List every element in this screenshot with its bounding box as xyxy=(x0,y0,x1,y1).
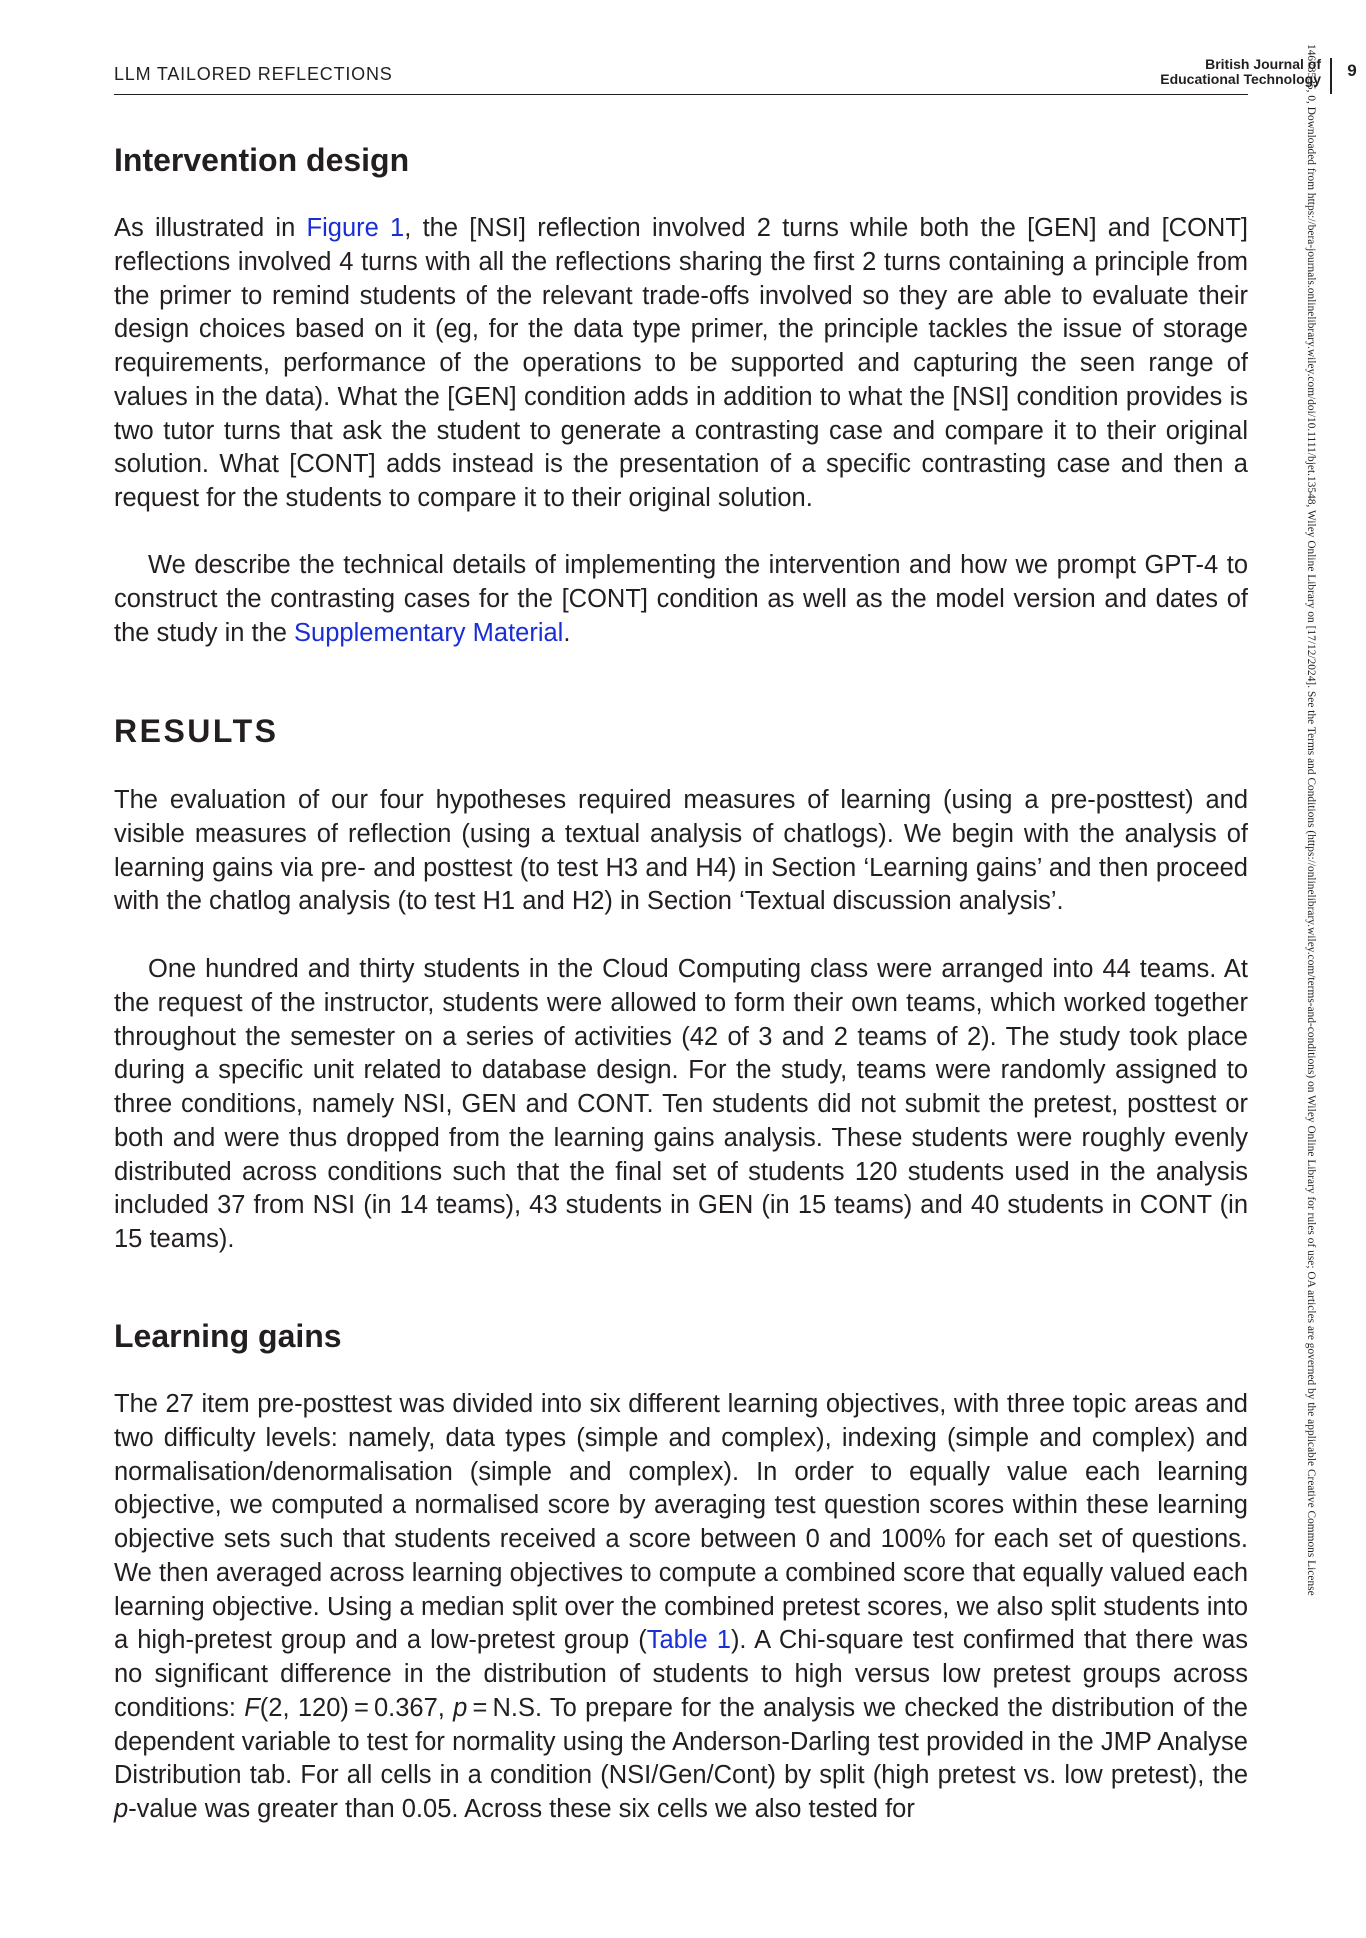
section-heading-learning-gains: Learning gains xyxy=(114,1318,342,1354)
text-run: (2, 120) = 0.367, xyxy=(259,1693,454,1722)
text-run: = N.S. To prepare for the analysis we checked the distribution of the dependent variable to test for normality using the Anderson-Darling test provided in the JMP Analyse Distribution tab. For all cells in a condition (NSI/Gen/Cont) by split (high pretest vs. low pretest), the xyxy=(114,1693,1248,1790)
paragraph-learning-gains-1 xyxy=(114,1388,1248,1827)
text-run: ). A Chi-square test confirmed that there was no significant difference in the distribution of students to high versus low pretest groups across conditions: xyxy=(114,1626,1248,1722)
stat-symbol-f: F xyxy=(244,1693,260,1722)
section-heading-intervention-design: Intervention design xyxy=(114,142,410,178)
paragraph-intervention-2 xyxy=(114,549,1248,650)
paragraph-results-2: One hundred and thirty students in the Cloud Computing class were arranged into 44 teams. At the request of the instructor, students were allowed to form their own teams, which worked together throughout the semester on a series of activities (42 of 3 and 2 teams of 2). The study took place during a specific unit related to database design. For the study, teams were randomly assigned to three conditions, namely NSI, GEN and CONT. Ten students did not submit the pretest, posttest or both and were thus dropped from the learning gains analysis. These students were roughly evenly distributed across conditions such that the final set of students 120 students used in the analysis included 37 from NSI (in 14 teams), 43 students in GEN (in 15 teams) and 40 students in CONT (in 15 teams). xyxy=(114,955,1248,1253)
figure-1-link[interactable]: Figure 1 xyxy=(306,214,405,242)
journal-name-line1: British Journal of xyxy=(1205,56,1321,72)
side-note-text: 14678535, 0, Downloaded from https://bera-journals.onlinelibrary.wiley.com/doi/10.1111/bjet.13548, Wiley Online Library on [17/12/2024]. See the Terms and Conditions (https://onlinelibrary.wiley.com/terms-and-conditions) on Wiley Online Library for rules of use; OA articles are governed by the applicable Creative Commons License xyxy=(1305,44,1317,1596)
text-run: The 27 item pre-posttest was divided into six different learning objectives, with three topic areas and two difficulty levels: namely, data types (simple and complex), indexing (simple and complex) and normalisation/denormalisation (simple and complex). In order to equally value each learning objective, we computed a normalised score by averaging test question scores within these learning objective sets such that students received a score between 0 and 100% for each set of questions. We then averaged across learning objectives to compute a combined score that equally valued each learning objective. Using a median split over the combined pretest scores, we also split students into a high-pretest group and a low-pretest group ( xyxy=(114,1390,1248,1655)
download-side-note xyxy=(1297,44,1337,1914)
stat-symbol-p: p xyxy=(114,1795,129,1823)
section-heading-results: RESULTS xyxy=(114,713,279,749)
journal-name xyxy=(971,57,1321,87)
paragraph-intervention-1 xyxy=(114,212,1248,516)
stat-symbol-p: p xyxy=(453,1693,468,1722)
supplementary-material-link[interactable]: Supplementary Material xyxy=(294,618,564,647)
page-header xyxy=(114,52,1357,95)
table-1-link[interactable]: Table 1 xyxy=(646,1626,731,1655)
text-run: -value was greater than 0.05. Across these six cells we also tested for xyxy=(128,1795,915,1823)
text-run: . xyxy=(563,618,571,647)
page-number: 9 xyxy=(1347,61,1357,80)
text-run: As illustrated in xyxy=(114,214,307,242)
text-run: We describe the technical details of implementing the intervention and how we prompt GPT-4 to construct the contrasting cases for the [CONT] condition as well as the model version and dates of the study in the xyxy=(114,551,1248,647)
paragraph-results-1: The evaluation of our four hypotheses required measures of learning (using a pre-posttest) and visible measures of reflection (using a textual analysis of chatlogs). We begin with the analysis of learning gains via pre- and posttest (to test H3 and H4) in Section ‘Learning gains’ and then proceed with the chatlog analysis (to test H1 and H2) in Section ‘Textual discussion analysis’. xyxy=(114,786,1248,916)
text-run: , the [NSI] reflection involved 2 turns while both the [GEN] and [CONT] reflections involved 4 turns with all the reflections sharing the first 2 turns containing a principle from the primer to remind students of the relevant trade-offs involved so they are able to evaluate their design choices based on it (eg, for the data type primer, the principle tackles the issue of storage requirements, performance of the operations to be supported and capturing the seen range of values in the data). What the [GEN] condition adds in addition to what the [NSI] condition provides is two tutor turns that ask the student to generate a contrasting case and compare it to their original solution. What [CONT] adds instead is the presentation of a specific contrasting case and then a request for the students to compare it to their original solution. xyxy=(114,214,1248,512)
running-title: LLM TAILORED REFLECTIONS xyxy=(114,64,393,84)
journal-name-line2: Educational Technology xyxy=(1160,71,1321,87)
